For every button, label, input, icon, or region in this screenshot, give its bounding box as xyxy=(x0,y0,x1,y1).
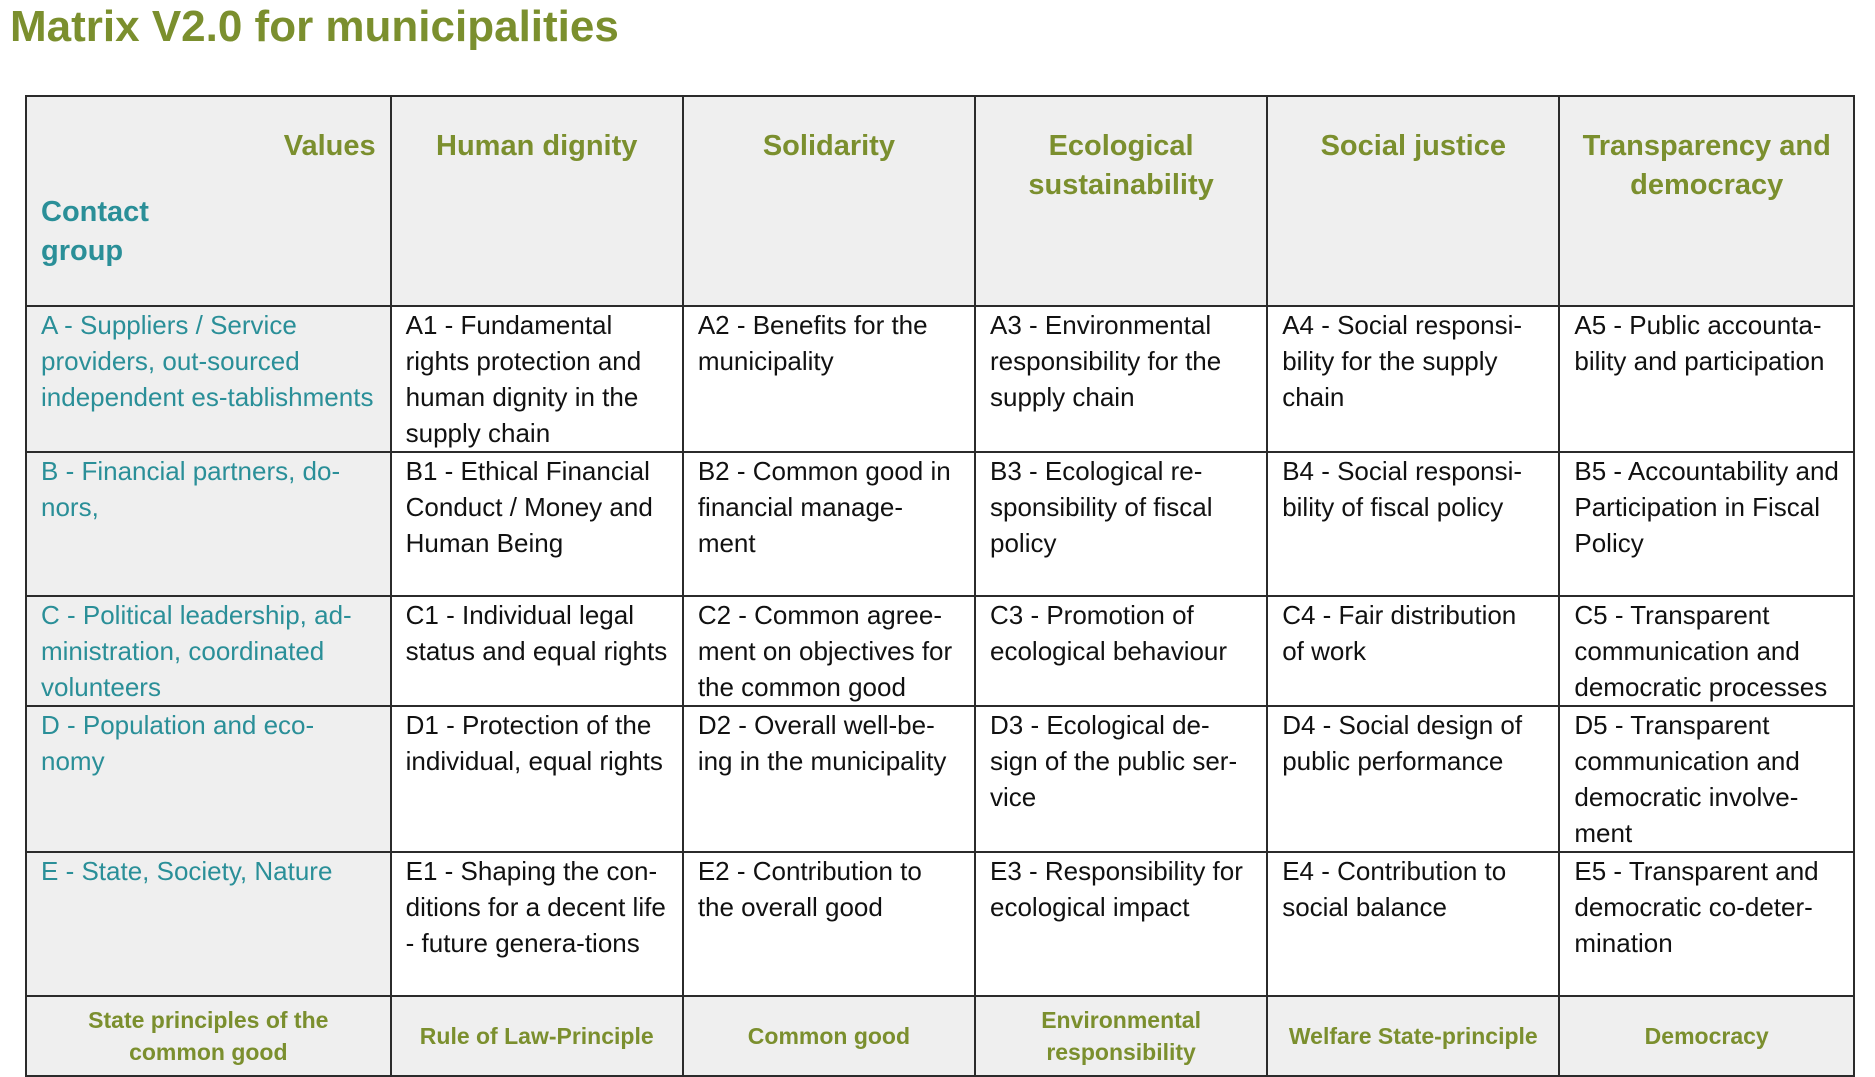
principle-democracy: Democracy xyxy=(1559,996,1854,1076)
matrix-cell-a1: A1 - Fundamental rights protection and human dignity in the supply chain xyxy=(391,306,683,452)
contact-group-c: C - Political leadership, ad-ministration, coordinated volunteers xyxy=(26,596,391,706)
contact-group-e: E - State, Society, Nature xyxy=(26,852,391,996)
contact-group-a: A - Suppliers / Service providers, out-sourced independent es-tablishments xyxy=(26,306,391,452)
state-principles-label: State principles of the common good xyxy=(26,996,391,1076)
page-title: Matrix V2.0 for municipalities xyxy=(10,2,619,51)
matrix-cell-d4: D4 - Social design of public performance xyxy=(1267,706,1559,852)
matrix-cell-d1: D1 - Protection of the individual, equal rights xyxy=(391,706,683,852)
matrix-cell-e4: E4 - Contribution to social balance xyxy=(1267,852,1559,996)
matrix-cell-d3: D3 - Ecological de-sign of the public ser-vice xyxy=(975,706,1267,852)
value-header-human-dignity: Human dignity xyxy=(391,96,683,306)
matrix-cell-c2: C2 - Common agree-ment on objectives for the common good xyxy=(683,596,975,706)
corner-cell xyxy=(26,96,391,306)
value-header-social-justice: Social justice xyxy=(1267,96,1559,306)
values-label: Values xyxy=(283,130,376,162)
matrix-cell-a2: A2 - Benefits for the municipality xyxy=(683,306,975,452)
matrix-cell-c4: C4 - Fair distribution of work xyxy=(1267,596,1559,706)
matrix-cell-b4: B4 - Social responsi-bility of fiscal policy xyxy=(1267,452,1559,596)
matrix-cell-a3: A3 - Environmental responsibility for the supply chain xyxy=(975,306,1267,452)
value-header-transparency-democracy: Transparency and democracy xyxy=(1559,96,1854,306)
principle-rule-of-law: Rule of Law-Principle xyxy=(391,996,683,1076)
matrix-cell-c5: C5 - Transparent communication and democratic processes xyxy=(1559,596,1854,706)
table-row xyxy=(26,306,1854,452)
table-row xyxy=(26,852,1854,996)
matrix-cell-d5: D5 - Transparent communication and democratic involve-ment xyxy=(1559,706,1854,852)
principle-welfare-state: Welfare State-principle xyxy=(1267,996,1559,1076)
contact-group-d: D - Population and eco-nomy xyxy=(26,706,391,852)
matrix-cell-b1: B1 - Ethical Financial Conduct / Money and Human Being xyxy=(391,452,683,596)
matrix-cell-b5: B5 - Accountability and Participation in Fiscal Policy xyxy=(1559,452,1854,596)
matrix-cell-e5: E5 - Transparent and democratic co-deter-mination xyxy=(1559,852,1854,996)
matrix-cell-d2: D2 - Overall well-be-ing in the municipality xyxy=(683,706,975,852)
principle-common-good: Common good xyxy=(683,996,975,1076)
value-header-ecological-sustainability: Ecological sustainability xyxy=(975,96,1267,306)
matrix-cell-a5: A5 - Public accounta-bility and participation xyxy=(1559,306,1854,452)
footer-row xyxy=(26,996,1854,1076)
contact-group-label: Contact group xyxy=(41,196,149,267)
header-row xyxy=(26,96,1854,306)
table-row xyxy=(26,452,1854,596)
common-good-matrix xyxy=(25,95,1855,1077)
matrix-cell-e2: E2 - Contribution to the overall good xyxy=(683,852,975,996)
contact-group-b: B - Financial partners, do-nors, xyxy=(26,452,391,596)
matrix-cell-b3: B3 - Ecological re-sponsibility of fiscal policy xyxy=(975,452,1267,596)
matrix-cell-b2: B2 - Common good in financial manage-ment xyxy=(683,452,975,596)
value-header-solidarity: Solidarity xyxy=(683,96,975,306)
principle-environmental-responsibility: Environmental responsibility xyxy=(975,996,1267,1076)
matrix-cell-e3: E3 - Responsibility for ecological impact xyxy=(975,852,1267,996)
table-row xyxy=(26,596,1854,706)
matrix-cell-e1: E1 - Shaping the con-ditions for a decent life - future genera-tions xyxy=(391,852,683,996)
matrix-cell-a4: A4 - Social responsi-bility for the supply chain xyxy=(1267,306,1559,452)
matrix-cell-c3: C3 - Promotion of ecological behaviour xyxy=(975,596,1267,706)
matrix-cell-c1: C1 - Individual legal status and equal rights xyxy=(391,596,683,706)
table-row xyxy=(26,706,1854,852)
